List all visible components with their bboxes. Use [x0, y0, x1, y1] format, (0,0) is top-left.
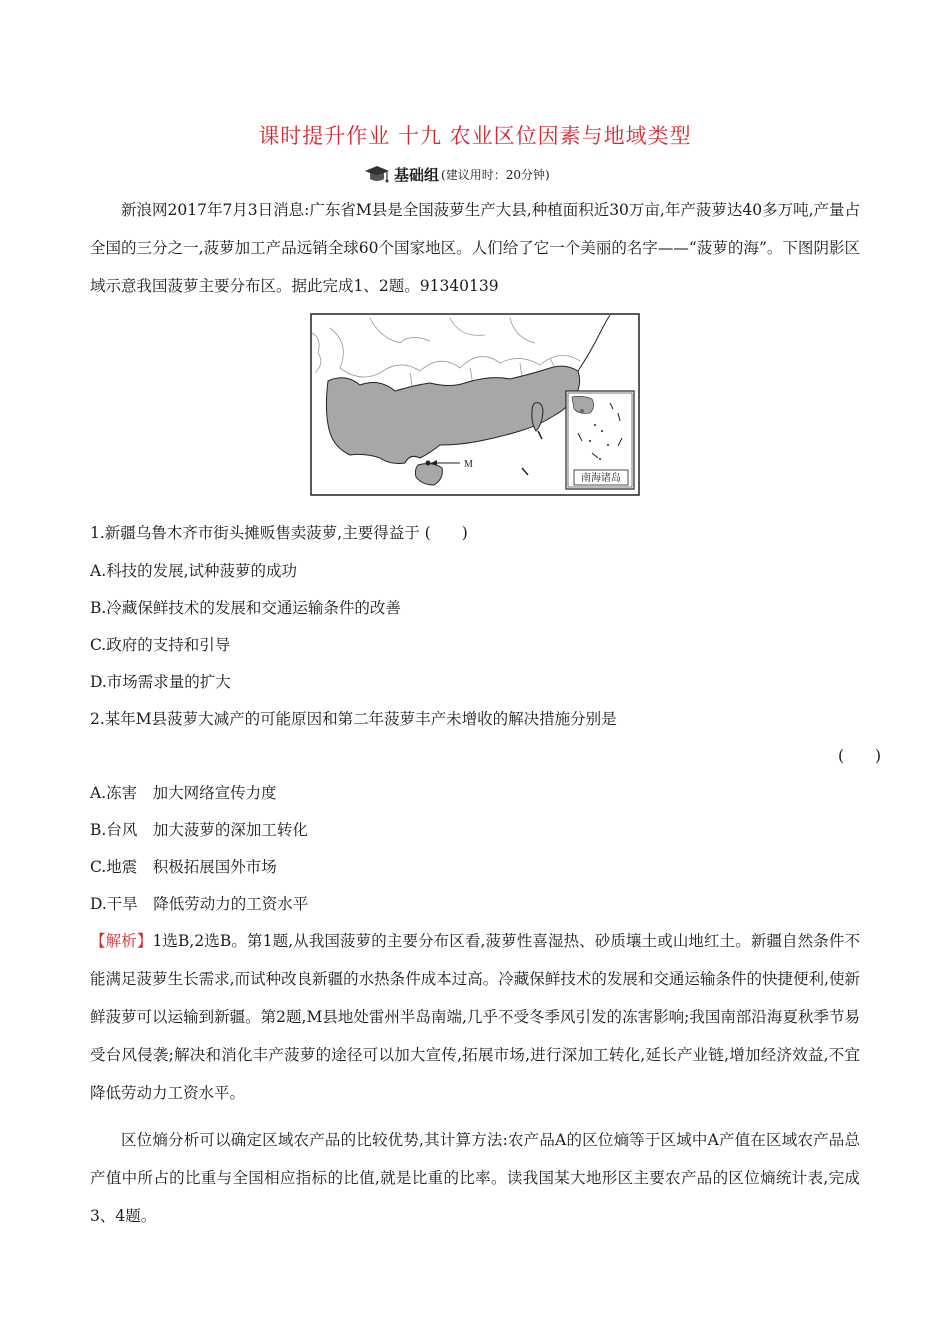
- section-header: [364, 162, 550, 186]
- m-marker-label: M: [464, 459, 473, 470]
- question-2-option-d: D.干旱 降低劳动力的工资水平: [90, 895, 309, 913]
- question-1-option-a: A.科技的发展,试种菠萝的成功: [90, 562, 298, 580]
- intro-paragraph-2: 区位熵分析可以确定区域农产品的比较优势,其计算方法:农产品A的区位熵等于区域中A产值在区域农产品总产值中所占的比重与全国相应指标的比值,就是比重的比率。读我国某大地形区主要农产品的区位熵统计表,完成3、4题。: [90, 1131, 860, 1225]
- question-2-answer-paren: ( ): [838, 747, 882, 765]
- question-1-option-d: D.市场需求量的扩大: [90, 673, 231, 691]
- section-time: (建议用时：20分钟): [441, 167, 550, 182]
- question-1-option-b: B.冷藏保鲜技术的发展和交通运输条件的改善: [90, 599, 401, 617]
- page-title: 课时提升作业 十九 农业区位因素与地域类型: [258, 124, 692, 148]
- question-2-option-b: B.台风 加大菠萝的深加工转化: [90, 821, 308, 839]
- question-2-option-a: A.冻害 加大网络宣传力度: [90, 784, 277, 802]
- question-2-option-c: C.地震 积极拓展国外市场: [90, 858, 277, 876]
- analysis-tag: 【解析】: [90, 932, 153, 950]
- question-1-stem: 1.新疆乌鲁木齐市街头摊贩售卖菠萝,主要得益于 ( ): [90, 524, 468, 542]
- section-label: 基础组: [394, 165, 440, 184]
- question-2-stem: 2.某年M县菠萝大减产的可能原因和第二年菠萝丰产未增收的解决措施分别是: [90, 710, 617, 728]
- m-county-marker: [426, 461, 431, 466]
- map-figure: [310, 313, 640, 496]
- question-1-option-c: C.政府的支持和引导: [90, 636, 231, 654]
- graduation-cap-icon: [364, 163, 390, 185]
- intro-paragraph-1: 新浪网2017年7月3日消息:广东省M县是全国菠萝生产大县,种植面积近30万亩,年产菠萝达40多万吨,产量占全国的三分之一,菠萝加工产品远销全球60个国家地区。人们给了它一个美丽的名字——“菠萝的海”。下图阴影区域示意我国菠萝主要分布区。据此完成1、2题。91340139: [90, 201, 860, 295]
- analysis-text: 1选B,2选B。第1题,从我国菠萝的主要分布区看,菠萝性喜湿热、砂质壤土或山地红土。新疆自然条件不能满足菠萝生长需求,而试种改良新疆的水热条件成本过高。冷藏保鲜技术的发展和交通运输条件的快捷便利,使新鲜菠萝可以运输到新疆。第2题,M县地处雷州半岛南端,几乎不受冬季风引发的冻害影响;我国南部沿海夏秋季节易受台风侵袭;解决和消化丰产菠萝的途径可以加大宣传,拓展市场,进行深加工转化,延长产业链,增加经济效益,不宜降低劳动力工资水平。: [90, 932, 860, 1102]
- analysis-paragraph: [90, 922, 860, 1112]
- inset-label: 南海诸岛: [581, 473, 621, 484]
- pineapple-distribution-map: [310, 313, 640, 496]
